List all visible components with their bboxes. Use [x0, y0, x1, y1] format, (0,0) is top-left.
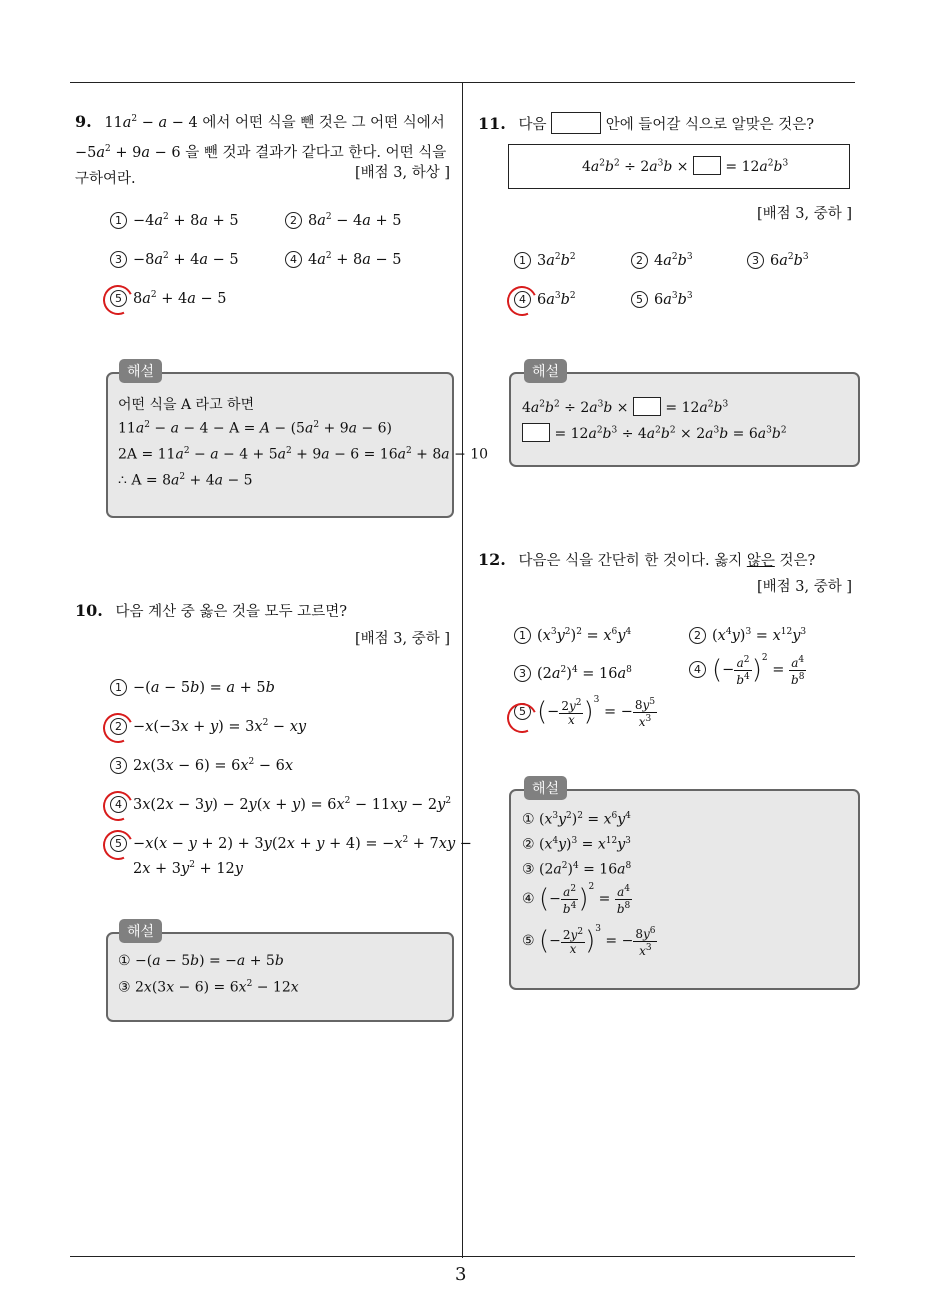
bottom-rule [70, 1256, 855, 1257]
q10-option-5[interactable]: $5 -x(x - y + 2) + 3y(2x + y + 4) = -x^2 + 7xy$ − [110, 835, 472, 852]
q12-question [478, 549, 815, 570]
q10-question [75, 600, 347, 621]
option-number-2: 2 [110, 718, 127, 735]
q11-option-1[interactable]: 1 $3a^2b^2$ [514, 252, 576, 269]
q11-solution-line-2: = $12a^2b^3 \div 4a^2b^2 \times 2a^3b = 6a^3b^2$ [522, 423, 787, 442]
q9-option-5[interactable]: 5 $8a^2 + 4a - 5$ [110, 290, 226, 307]
q9-number: 9. [75, 111, 92, 131]
option-number-5: 5 [110, 290, 127, 307]
option-number-2: 2 [689, 627, 706, 644]
option-number-4: 4 [514, 291, 531, 308]
blank-box [693, 156, 721, 175]
option-number-2: 2 [631, 252, 648, 269]
option-number-1: 1 [514, 252, 531, 269]
q10-option-4[interactable]: 4 $3x(2x - 3y) - 2y(x + y) = 6x^2 - 11xy - 2y^2$ [110, 796, 451, 813]
option-number-1: 1 [110, 212, 127, 229]
q12-text-underlined: 않은 [746, 553, 775, 569]
q10-answer-mark-2 [99, 709, 137, 747]
option-number-1: 1 [514, 627, 531, 644]
q12-solution-line-2: ② $(x^4y)^3 = x^{12}y^3$ [522, 836, 631, 853]
q12-option-5[interactable]: 5 (− $\frac{2y^2}{x}$ )$^3$ = − $\frac{8y^5}{x^3}$ [514, 695, 657, 729]
q10-option-3[interactable]: 3 $2x(3x - 6) = 6x^2 - 6x$ [110, 757, 293, 774]
q10-answer-mark-5 [99, 826, 137, 864]
q9-solution-line-4: ∴ $A = 8a^2 + 4a - 5$ [118, 472, 253, 489]
q11-expression: $4a^2b^2 \div 2a^3b$ × = $12a^2b^3$ [582, 156, 788, 175]
q12-option-4[interactable]: 4 (− $\frac{a^2}{b^4}$ )$^2$ = $\frac{a^4}{b^8}$ [689, 653, 806, 687]
option-number-4: 4 [689, 661, 706, 678]
q10-solution-line-2: ③ $2x(3x - 6) = 6x^2 - 12x$ [118, 979, 299, 996]
q12-option-3[interactable]: 3 $(2a^2)^4 = 16a^8$ [514, 665, 632, 682]
q12-solution-line-3: ③ $(2a^2)^4 = 16a^8$ [522, 861, 632, 878]
option-number-4: 4 [285, 251, 302, 268]
option-number-5: 5 [514, 703, 531, 720]
q12-option-1[interactable]: 1 $(x^3y^2)^2 = x^6y^4$ [514, 627, 631, 644]
q12-solution-line-1: ① $(x^3y^2)^2 = x^6y^4$ [522, 811, 631, 828]
blank-box [522, 423, 550, 442]
answer-blank-box [551, 112, 601, 134]
q11-question [478, 112, 814, 134]
q11-solution-line-1: $4a^2b^2 \div 2a^3b$ × = $12a^2b^3$ [522, 397, 728, 416]
page-number: 3 [455, 1264, 467, 1285]
q12-number: 12. [478, 550, 506, 569]
q10-option-1[interactable]: 1 −(a − 5b) = a + 5b [110, 679, 275, 696]
q12-solution-line-5: ⑤ (− $\frac{2y^2}{x}$ )$^3$ = − $\frac{8y^6}{x^3}$ [522, 924, 656, 958]
q11-text-after: 안에 들어갈 식으로 알맞은 것은? [605, 117, 814, 133]
q9-solution-line-2: $11a^2 - a - 4 - A = A - (5a^2 + 9a - 6)$ [118, 420, 392, 437]
option-number-2: 2 [285, 212, 302, 229]
option-number-3: 3 [514, 665, 531, 682]
option-number-5: 5 [110, 835, 127, 852]
q12-score: [배점 3, 중하 ] [756, 579, 852, 595]
option-number-3: 3 [110, 251, 127, 268]
q9-solution-label: 해설 [119, 359, 162, 383]
option-number-5: 5 [631, 291, 648, 308]
q11-solution-box [509, 372, 860, 467]
q9-option-2[interactable]: 2 $8a^2 - 4a + 5$ [285, 212, 401, 229]
q11-option-2[interactable]: 2 $4a^2b^3$ [631, 252, 693, 269]
q12-solution-label: 해설 [524, 776, 567, 800]
q9-option-1[interactable]: $1 -4a^2 + 8a + 5$ [110, 212, 239, 229]
option-number-4: 4 [110, 796, 127, 813]
q9-score: [배점 3, 하상 ] [354, 165, 450, 181]
q10-option-2[interactable]: $2 -x(-3x + y) = 3x^2$ − xy [110, 718, 306, 735]
q11-option-3[interactable]: 3 $6a^2b^3$ [747, 252, 809, 269]
q12-text: 다음은 식을 간단히 한 것이다. 옳지 [518, 553, 743, 569]
q10-solution-label: 해설 [119, 919, 162, 943]
q9-answer-mark [99, 281, 137, 319]
q10-text: 다음 계산 중 옳은 것을 모두 고르면? [115, 604, 347, 620]
column-divider [462, 82, 463, 1258]
q10-option-5-cont: $2x + 3y^2 + 12y$ [133, 860, 243, 877]
option-number-3: 3 [110, 757, 127, 774]
q10-solution-line-1: ① −(a − 5b) = −a + 5b [118, 953, 284, 969]
q9-option-3[interactable]: $3 -8a^2 + 4a - 5$ [110, 251, 239, 268]
q11-answer-mark [503, 282, 541, 320]
q11-option-4[interactable]: 4 $6a^3b^2$ [514, 291, 576, 308]
q12-text-end: 것은? [779, 553, 816, 569]
option-number-1: 1 [110, 679, 127, 696]
q9-text: $11a^2 - a - 4$ 에서 어떤 식을 뺀 것은 그 어떤 식에서 $-5a^2 + 9a - 6$ 을 뺀 것과 결과가 같다고 한다. 어떤 식을 구하여라. [75, 114, 447, 187]
q11-option-5[interactable]: 5 $6a^3b^3$ [631, 291, 693, 308]
q9-solution-line-1: 어떤 식을 A 라고 하면 [118, 397, 255, 413]
q12-solution-line-4: ④ (− $\frac{a^2}{b^4}$ )$^2$ = $\frac{a^4}{b^8}$ [522, 882, 631, 916]
q10-answer-mark-4 [99, 787, 137, 825]
q11-solution-label: 해설 [524, 359, 567, 383]
q9-option-4[interactable]: 4 $4a^2 + 8a - 5$ [285, 251, 401, 268]
q9-solution-line-3: $2A = 11a^2 - a - 4 + 5a^2 + 9a - 6 = 16a^2 + 8a - 10$ [118, 446, 489, 463]
option-number-3: 3 [747, 252, 764, 269]
q11-number: 11. [478, 114, 506, 133]
q10-solution-box [106, 932, 454, 1022]
q11-text-before: 다음 [518, 117, 547, 133]
q11-score: [배점 3, 중하 ] [756, 206, 852, 222]
q10-score: [배점 3, 중하 ] [354, 631, 450, 647]
q10-number: 10. [75, 601, 103, 620]
q12-option-2[interactable]: 2 $(x^4y)^3 = x^{12}y^3$ [689, 627, 806, 644]
blank-box [633, 397, 661, 416]
